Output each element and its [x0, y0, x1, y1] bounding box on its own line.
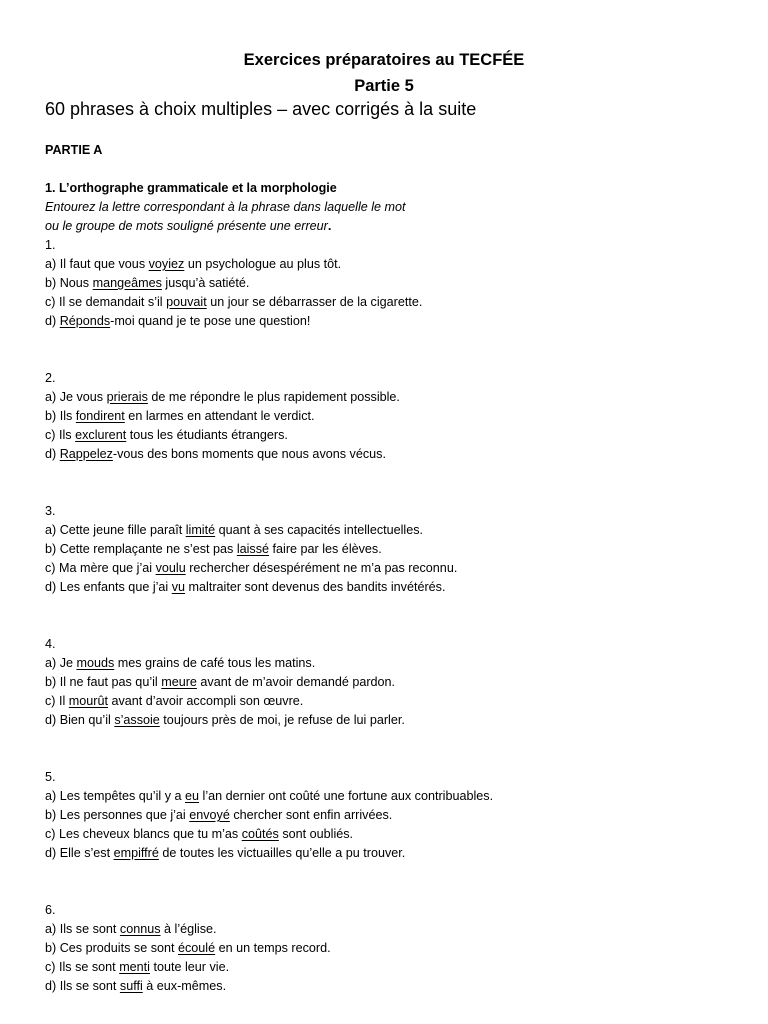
option-text-before: c) Il se demandait s’il	[45, 295, 167, 309]
option-text-before: c) Ils se sont	[45, 960, 120, 974]
underlined-word: envoyé	[189, 808, 230, 822]
option-text-after: en larmes en attendant le verdict.	[124, 409, 315, 423]
question-4-option-d	[45, 711, 405, 729]
option-text-before: a) Je vous	[45, 390, 107, 404]
option-text-after: de me répondre le plus rapidement possible.	[147, 390, 400, 404]
underlined-word: coûtés	[241, 827, 279, 841]
option-text-before: a) Les tempêtes qu’il y a	[45, 789, 186, 803]
question-3-option-a	[45, 521, 423, 539]
underlined-word: connus	[119, 922, 161, 936]
option-text-after: à l’église.	[160, 922, 217, 936]
question-6-option-d	[45, 977, 226, 995]
option-text-after: toute leur vie.	[149, 960, 230, 974]
underlined-word: empiffré	[113, 846, 159, 860]
question-4-option-c	[45, 692, 303, 710]
option-text-before: c) Il	[45, 694, 69, 708]
document-part-title: Partie 5	[354, 77, 414, 95]
option-text-before: d)	[45, 314, 60, 328]
underlined-word: écoulé	[178, 941, 216, 955]
option-text-after: rechercher désespérément ne m’a pas reconnu.	[185, 561, 458, 575]
question-number: 2.	[45, 371, 56, 385]
underlined-word: mourût	[68, 694, 108, 708]
underlined-word: voulu	[155, 561, 186, 575]
underlined-word: s’assoie	[114, 713, 160, 727]
question-6-option-c	[45, 958, 229, 976]
question-1-option-b	[45, 274, 249, 292]
question-5-option-c	[45, 825, 353, 843]
question-3-option-d	[45, 578, 445, 596]
option-text-after: en un temps record.	[215, 941, 331, 955]
underlined-word: eu	[185, 789, 200, 803]
underlined-word: laissé	[236, 542, 270, 556]
option-text-after: maltraiter sont devenus des bandits invétérés.	[185, 580, 446, 594]
option-text-after: -vous des bons moments que nous avons vécus.	[112, 447, 386, 461]
option-text-after: toujours près de moi, je refuse de lui parler.	[159, 713, 405, 727]
option-text-before: d) Ils se sont	[45, 979, 120, 993]
option-text-before: b) Ils	[45, 409, 76, 423]
option-text-after: de toutes les victuailles qu’elle a pu trouver.	[158, 846, 406, 860]
question-1-option-d	[45, 312, 310, 330]
document-title: Exercices préparatoires au TECFÉE	[243, 51, 525, 69]
underlined-word: prierais	[106, 390, 148, 404]
instruction-line-2	[45, 217, 331, 235]
question-2-option-b	[45, 407, 315, 425]
option-text-before: d) Bien qu’il	[45, 713, 115, 727]
question-6-option-b	[45, 939, 331, 957]
option-text-before: b) Cette remplaçante ne s’est pas	[45, 542, 237, 556]
question-number: 3.	[45, 504, 56, 518]
underlined-word: exclurent	[75, 428, 127, 442]
option-text-before: a) Il faut que vous	[45, 257, 149, 271]
option-text-before: b) Les personnes que j’ai	[45, 808, 190, 822]
question-1-option-c	[45, 293, 422, 311]
question-number: 5.	[45, 770, 56, 784]
underlined-word: fondirent	[75, 409, 125, 423]
option-text-after: avant d’avoir accompli son œuvre.	[108, 694, 304, 708]
document-subtitle: 60 phrases à choix multiples – avec corrigés à la suite	[45, 99, 477, 119]
question-5-option-d	[45, 844, 405, 862]
instruction-line-1: Entourez la lettre correspondant à la phrase dans laquelle le mot	[45, 200, 406, 214]
option-text-before: b) Il ne faut pas qu’il	[45, 675, 162, 689]
underlined-word: suffi	[119, 979, 143, 993]
question-5-option-b	[45, 806, 392, 824]
question-3-option-b	[45, 540, 382, 558]
question-6-option-a	[45, 920, 217, 938]
option-text-before: b) Ces produits se sont	[45, 941, 178, 955]
option-text-before: c) Ma mère que j’ai	[45, 561, 156, 575]
question-2-option-a	[45, 388, 400, 406]
question-4-option-b	[45, 673, 395, 691]
underlined-word: Réponds	[59, 314, 111, 328]
option-text-before: a) Cette jeune fille paraît	[45, 523, 186, 537]
underlined-word: meure	[161, 675, 197, 689]
underlined-word: vu	[171, 580, 186, 594]
option-text-after: à eux-mêmes.	[142, 979, 227, 993]
option-text-after: jusqu’à satiété.	[161, 276, 250, 290]
question-number: 4.	[45, 637, 56, 651]
question-2-option-d	[45, 445, 386, 463]
question-number: 6.	[45, 903, 56, 917]
question-1-option-a	[45, 255, 341, 273]
option-text-before: b) Nous	[45, 276, 93, 290]
underlined-word: voyiez	[148, 257, 185, 271]
question-4-option-a	[45, 654, 315, 672]
option-text-after: faire par les élèves.	[269, 542, 382, 556]
underlined-word: Rappelez	[59, 447, 113, 461]
option-text-after: sont oubliés.	[278, 827, 354, 841]
underlined-word: mouds	[76, 656, 115, 670]
option-text-after: l’an dernier ont coûté une fortune aux contribuables.	[199, 789, 494, 803]
underlined-word: pouvait	[166, 295, 207, 309]
option-text-before: d) Les enfants que j’ai	[45, 580, 172, 594]
instruction-period: .	[327, 219, 332, 233]
option-text-after: mes grains de café tous les matins.	[114, 656, 316, 670]
option-text-before: a) Ils se sont	[45, 922, 120, 936]
option-text-after: -moi quand je te pose une question!	[110, 314, 311, 328]
question-number: 1.	[45, 238, 56, 252]
underlined-word: mangeâmes	[92, 276, 162, 290]
underlined-word: limité	[185, 523, 216, 537]
option-text-after: quant à ses capacités intellectuelles.	[215, 523, 424, 537]
question-2-option-c	[45, 426, 288, 444]
option-text-after: un psychologue au plus tôt.	[184, 257, 342, 271]
option-text-before: d)	[45, 447, 60, 461]
option-text-after: tous les étudiants étrangers.	[126, 428, 288, 442]
question-3-option-c	[45, 559, 457, 577]
question-5-option-a	[45, 787, 493, 805]
section-label: PARTIE A	[45, 143, 103, 157]
option-text-before: d) Elle s’est	[45, 846, 114, 860]
option-text-before: a) Je	[45, 656, 77, 670]
section-heading: 1. L’orthographe grammaticale et la morphologie	[45, 181, 337, 195]
option-text-after: avant de m’avoir demandé pardon.	[196, 675, 396, 689]
option-text-after: un jour se débarrasser de la cigarette.	[206, 295, 423, 309]
underlined-word: menti	[119, 960, 150, 974]
option-text-after: chercher sont enfin arrivées.	[229, 808, 393, 822]
option-text-before: c) Les cheveux blancs que tu m’as	[45, 827, 242, 841]
option-text-before: c) Ils	[45, 428, 76, 442]
instruction-line-2-text: ou le groupe de mots souligné présente une erreur	[45, 219, 328, 233]
